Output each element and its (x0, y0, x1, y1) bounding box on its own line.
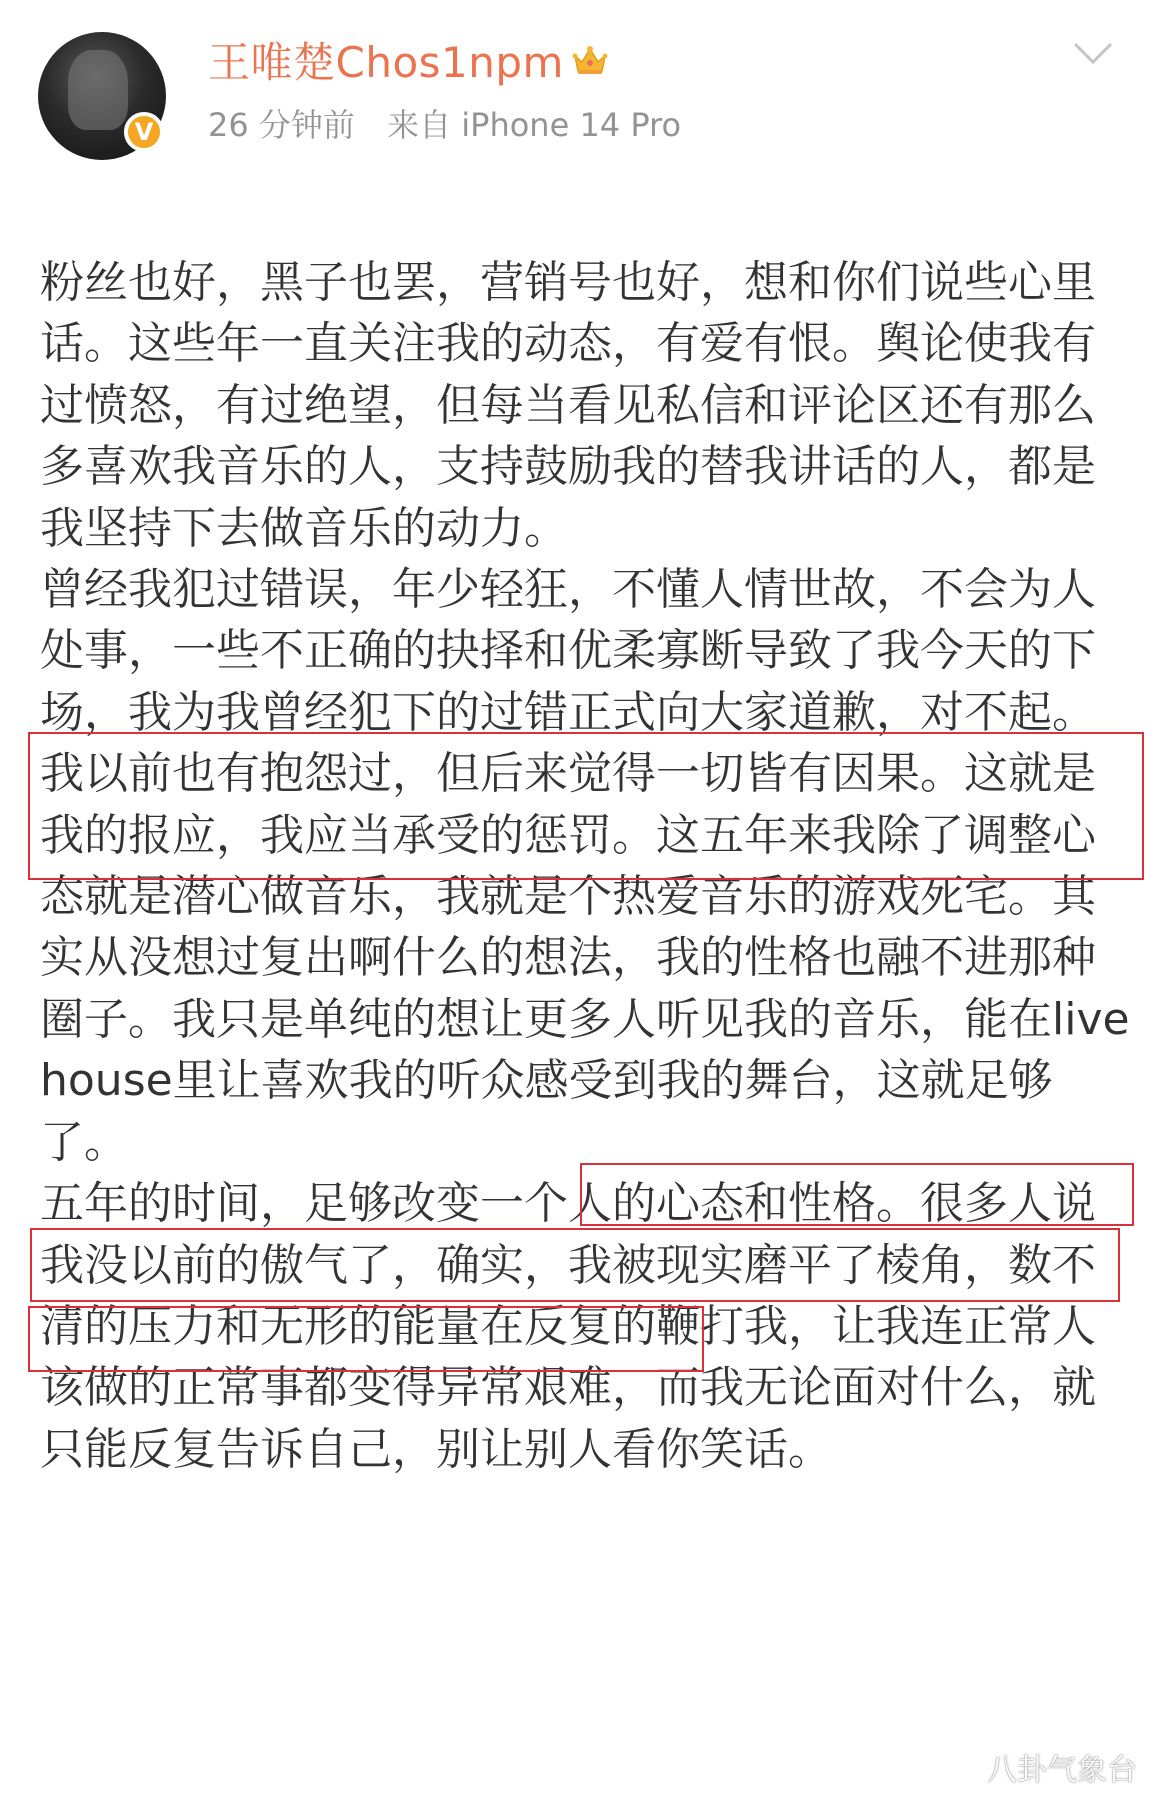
username-row (208, 30, 608, 90)
post-meta (208, 100, 681, 146)
chevron-down-icon[interactable] (1071, 38, 1115, 68)
post-source: 来自 iPhone 14 Pro (387, 106, 682, 144)
watermark: 八卦气象台 (987, 1753, 1137, 1788)
post-paragraph: 我以前也有抱怨过，但后来觉得一切皆有因果。这就是我的报应，我应当承受的惩罚。这五年来我除了调整心态就是潜心做音乐，我就是个热爱音乐的游戏死宅。其实从没想过复出啊什么的想法，我的性格也融不进那种圈子。我只是单纯的想让更多人听见我的音乐，能在live house里让喜欢我的听众感受到我的舞台，这就足够了。 (40, 748, 1130, 1168)
username-link[interactable]: 王唯楚Chos1npm (208, 38, 564, 87)
crown-icon (572, 44, 608, 76)
post-time: 26 分钟前 (208, 106, 355, 144)
post-paragraph: 粉丝也好，黑子也罢，营销号也好，想和你们说些心里话。这些年一直关注我的动态，有爱有恨。舆论使我有过愤怒，有过绝望，但每当看见私信和评论区还有那么多喜欢我音乐的人，支持鼓励我的替我讲话的人，都是我坚持下去做音乐的动力。 (40, 257, 1096, 554)
highlight-box (28, 1306, 704, 1372)
avatar-image (68, 50, 128, 130)
highlight-box (30, 1228, 1120, 1302)
post-paragraph: 五年的时间，足够改变一个人的心态和性格。很多人说我没以前的傲气了，确实，我被现实磨平了棱角，数不清的压力和无形的能量在反复的鞭打我，让我连正常人该做的正常事都变得异常艰难，而我无论面对什么，就只能反复告诉自己，别让别人看你笑话。 (40, 1178, 1096, 1475)
post-paragraph: 曾经我犯过错误，年少轻狂，不懂人情世故，不会为人处事，一些不正确的抉择和优柔寡断导致了我今天的下场，我为我曾经犯下的过错正式向大家道歉，对不起。 (40, 564, 1096, 738)
highlight-box (580, 1163, 1134, 1226)
highlight-box (28, 732, 1144, 880)
verified-badge-icon: V (124, 112, 164, 152)
